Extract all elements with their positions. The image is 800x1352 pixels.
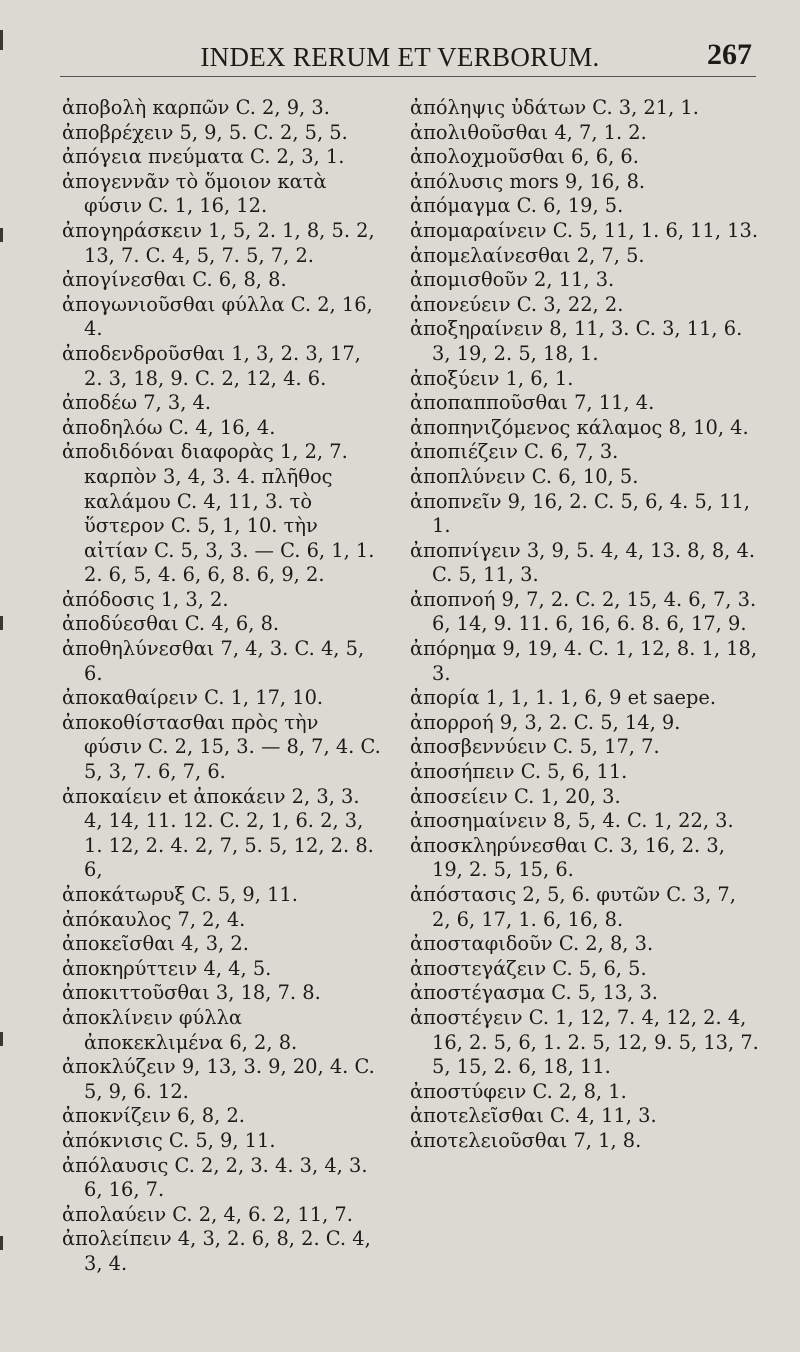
index-entry: ἀποδιδόναι διαφορὰς 1, 2, 7. καρπὸν 3, 4, 3. 4. πλῆθος καλάμου C. 4, 11, 3. τὸ ὕστερον C. 5, 1, 10. τὴν αἰτίαν C. 5, 3, 3. — C. 6, 1, 1. 2. 6, 5, 4. 6, 6, 8. 6, 9, 2. xyxy=(62,440,375,587)
index-entry: ἀποσκληρύνεσθαι C. 3, 16, 2. 3, 19, 2. 5, 15, 6. xyxy=(410,833,725,882)
index-entry: ἀποπνεῖν 9, 16, 2. C. 5, 6, 4. 5, 11, 1. xyxy=(410,489,750,538)
index-entry: ἀποδενδροῦσθαι 1, 3, 2. 3, 17, 2. 3, 18, 9. C. 2, 12, 4. 6. xyxy=(62,341,361,390)
index-entry: ἀποθηλύνεσθαι 7, 4, 3. C. 4, 5, 6. xyxy=(62,637,365,685)
index-entry: ἀπομελαίνεσθαι 2, 7, 5. xyxy=(410,243,645,267)
index-entry: ἀπόκνισις C. 5, 9, 11. xyxy=(62,1128,276,1152)
index-entry: ἀποξύειν 1, 6, 1. xyxy=(410,366,574,390)
index-entry: ἀποτελειοῦσθαι 7, 1, 8. xyxy=(410,1128,642,1152)
index-entry: ἀπόλαυσις C. 2, 2, 3. 4. 3, 4, 3. 6, 16, 7. xyxy=(62,1153,368,1202)
index-entry: ἀποκάτωρυξ C. 5, 9, 11. xyxy=(62,883,298,906)
index-entry: ἀπομαραίνειν C. 5, 11, 1. 6, 11, 13. xyxy=(410,218,758,242)
left-column xyxy=(62,96,382,1277)
index-entry: ἀπόκαυλος 7, 2, 4. xyxy=(62,907,246,931)
index-entry: ἀποσημαίνειν 8, 5, 4. C. 1, 22, 3. xyxy=(410,809,734,833)
index-entry: ἀπολιθοῦσθαι 4, 7, 1. 2. xyxy=(410,120,647,144)
index-entry: ἀποκνίζειν 6, 8, 2. xyxy=(62,1104,245,1128)
index-entry: ἀπόμαγμα C. 6, 19, 5. xyxy=(410,194,624,218)
index-entry: ἀποσείειν C. 1, 20, 3. xyxy=(410,784,621,808)
index-entry: ἀπολαύειν C. 2, 4, 6. 2, 11, 7. xyxy=(62,1202,353,1226)
page-number: 267 xyxy=(707,38,752,71)
index-entry: ἀποπαπποῦσθαι 7, 11, 4. xyxy=(410,391,655,415)
index-entry: ἀπονεύειν C. 3, 22, 2. xyxy=(410,292,624,316)
index-entry: ἀπογεννᾶν τὸ ὅμοιον κατὰ φύσιν C. 1, 16, 12. xyxy=(62,169,327,218)
index-entry: ἀποκλύζειν 9, 13, 3. 9, 20, 4. C. 5, 9, 6. 12. xyxy=(62,1055,375,1103)
index-entry: ἀποπλύνειν C. 6, 10, 5. xyxy=(410,464,639,488)
index-entry: ἀπόγεια πνεύματα C. 2, 3, 1. xyxy=(62,145,345,169)
page-edge-mark xyxy=(0,1032,3,1046)
index-entry: ἀποκαίειν et ἀποκάειν 2, 3, 3. 4, 14, 11. 12. C. 2, 1, 6. 2, 3, 1. 12, 2. 4. 2, 7, 5. 5, 12, 2. 8. 6, xyxy=(62,784,374,882)
index-entry: ἀπολείπειν 4, 3, 2. 6, 8, 2. C. 4, 3, 4. xyxy=(62,1227,371,1275)
index-entry: ἀπογωνιοῦσθαι φύλλα C. 2, 16, 4. xyxy=(62,292,373,341)
index-entry: ἀποσήπειν C. 5, 6, 11. xyxy=(410,760,628,784)
index-entry: ἀποτελεῖσθαι C. 4, 11, 3. xyxy=(410,1104,657,1128)
index-entry: ἀποκεῖσθαι 4, 3, 2. xyxy=(62,932,249,956)
index-entry: ἀποσβεννύειν C. 5, 17, 7. xyxy=(410,735,660,759)
index-entry: ἀποστέγειν C. 1, 12, 7. 4, 12, 2. 4, 16, 2. 5, 6, 1. 2. 5, 12, 9. 5, 13, 7. 5, 15, 2. 6, 18, 11. xyxy=(410,1005,759,1079)
index-entry: ἀποπηνιζόμενος κάλαμος 8, 10, 4. xyxy=(410,415,749,439)
index-entry: ἀποστέγασμα C. 5, 13, 3. xyxy=(410,981,658,1005)
index-entry: ἀποπιέζειν C. 6, 7, 3. xyxy=(410,440,619,464)
index-entry: ἀπορροή 9, 3, 2. C. 5, 14, 9. xyxy=(410,710,681,734)
index-entry: ἀποκοθίστασθαι πρὸς τὴν φύσιν C. 2, 15, 3. — 8, 7, 4. C. 5, 3, 7. 6, 7, 6. xyxy=(62,710,381,784)
index-entry: ἀποβρέχειν 5, 9, 5. C. 2, 5, 5. xyxy=(62,120,348,144)
index-entry: ἀποπνοή 9, 7, 2. C. 2, 15, 4. 6, 7, 3. 6, 14, 9. 11. 6, 16, 6. 8. 6, 17, 9. xyxy=(410,587,757,636)
index-entry: ἀπόρημα 9, 19, 4. C. 1, 12, 8. 1, 18, 3. xyxy=(410,637,758,685)
index-entry: ἀποσταφιδοῦν C. 2, 8, 3. xyxy=(410,932,654,956)
index-entry: ἀπόδοσις 1, 3, 2. xyxy=(62,587,229,611)
index-entry: ἀποδύεσθαι C. 4, 6, 8. xyxy=(62,612,280,636)
index-entry: ἀπόλυσις mors 9, 16, 8. xyxy=(410,169,646,193)
index-entry: ἀποξηραίνειν 8, 11, 3. C. 3, 11, 6. 3, 19, 2. 5, 18, 1. xyxy=(410,317,743,365)
running-header xyxy=(0,38,800,78)
index-entry: ἀποκιττοῦσθαι 3, 18, 7. 8. xyxy=(62,981,321,1005)
index-entry: ἀποβολὴ καρπῶν C. 2, 9, 3. xyxy=(62,96,330,119)
index-entry: ἀπορία 1, 1, 1. 1, 6, 9 et saepe. xyxy=(410,686,717,710)
index-entry: ἀποκαθαίρειν C. 1, 17, 10. xyxy=(62,686,324,710)
page-edge-mark xyxy=(0,228,3,242)
index-entry: ἀποστεγάζειν C. 5, 6, 5. xyxy=(410,956,647,980)
index-entry: ἀποδέω 7, 3, 4. xyxy=(62,391,212,415)
running-title: INDEX RERUM ET VERBORUM. xyxy=(200,42,600,72)
index-entry: ἀπομισθοῦν 2, 11, 3. xyxy=(410,268,615,292)
index-entry: ἀποπνίγειν 3, 9, 5. 4, 4, 13. 8, 8, 4. C. 5, 11, 3. xyxy=(410,538,755,587)
index-entry: ἀπόστασις 2, 5, 6. φυτῶν C. 3, 7, 2, 6, 17, 1. 6, 16, 8. xyxy=(410,883,736,931)
index-entry: ἀποκηρύττειν 4, 4, 5. xyxy=(62,956,272,980)
index-entry: ἀπογηράσκειν 1, 5, 2. 1, 8, 5. 2, 13, 7. C. 4, 5, 7. 5, 7, 2. xyxy=(62,218,375,267)
page-edge-mark xyxy=(0,1236,3,1250)
right-column xyxy=(410,96,760,1154)
index-entry: ἀπολοχμοῦσθαι 6, 6, 6. xyxy=(410,145,639,169)
page-edge-mark xyxy=(0,616,3,630)
index-entry: ἀπογίνεσθαι C. 6, 8, 8. xyxy=(62,268,287,292)
index-entry: ἀποκλίνειν φύλλα ἀποκεκλιμένα 6, 2, 8. xyxy=(62,1005,298,1054)
index-entry: ἀποδηλόω C. 4, 16, 4. xyxy=(62,415,276,439)
index-entry: ἀποστύφειν C. 2, 8, 1. xyxy=(410,1079,627,1103)
header-rule xyxy=(60,76,756,77)
index-entry: ἀπόληψις ὑδάτων C. 3, 21, 1. xyxy=(410,96,699,119)
